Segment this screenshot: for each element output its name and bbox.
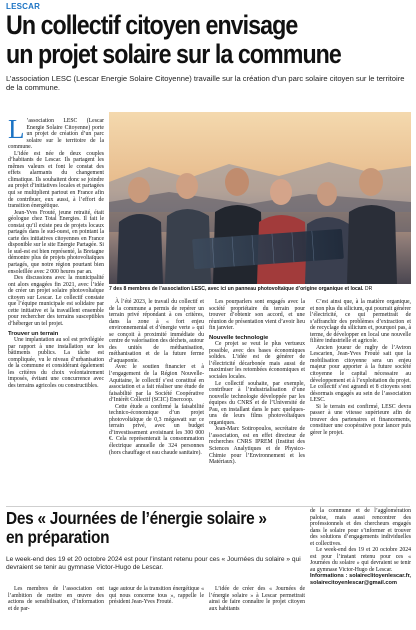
dropcap-letter: L	[8, 114, 25, 144]
headline-line-2: un projet solaire sur la commune	[6, 38, 341, 69]
photo-credit: DR	[364, 286, 373, 292]
lead-paragraph: L’association LESC (Lescar Energie Solaire Citoyenne) travaille sur la création d’un parc solaire citoyen sur le territoire de la commune.	[6, 74, 405, 93]
secondary-column-1	[8, 586, 104, 612]
paragraph: À l’été 2023, le travail du collectif et de la commune a permis de repérer un terrain privé répondant à ces critères, dans la zone à « fort enjeu environnemental et d’énergie verte » qui se conçoit à proximité immédiate du centre de valorisation des déchets, autour des unités de méthanisation, méthanisation et de la future ferme d’aquaponie.	[109, 299, 204, 364]
paragraph: L’idée de créer des « Journées de l’énergie solaire » à Lescar permettrait ainsi de faire connaître le projet citoyen aux habitants	[209, 586, 305, 612]
subheading: Trouver un terrain	[8, 330, 59, 337]
paragraph: de la commune et de l’agglomération paloise, mais aussi rencontrer des professionnels et des chercheurs engagés dans le solaire pour s’informer et trouver des solutions d’engagements individuelles et collectives.	[310, 508, 411, 547]
photo-caption	[109, 286, 411, 292]
paragraph: Le week-end des 19 et 20 octobre 2024 est pour l’instant retenu pour ces « Journées du solaire » qui devraient se tenir au gymnase Victor-Hugo de Lescar.	[310, 547, 411, 573]
paragraph: C’est ainsi que, à la matière organique, et non plus du silicium, qui pourrait générer l’électricité, ce qui permettrait de s’affranchir des problèmes d’extraction et de recyclage du silicium et, pourquoi pas, à terme, de développer en local une nouvelle filière industrielle et agricole.	[310, 299, 411, 345]
section-divider	[6, 506, 410, 507]
paragraph: Jean-Yves Frouté, jeune retraité, était géologue chez Total Energies. Il fait le constat qu’il existe peu de projets locaux partagés dans le sud-ouest, en pointant la carte des initiatives citoyennes en France disponible sur le site Energie Partagée. Si le sud-est est bien représenté, la Bretagne démontre plus de projets photovoltaïques partagés, que notre région pourtant bien ensoleillée avec 2 000 heures par an.	[8, 209, 104, 275]
article-column-2	[109, 299, 204, 456]
secondary-lead: Le week-end des 19 et 20 octobre 2024 est pour l’instant retenu pour ces « Journées du solaire » qui devraient se tenir au gymnase Victor-Hugo de Lescar.	[6, 556, 301, 572]
paragraph: Avec le soutien financier et à l’engagement de la Région Nouvelle-Aquitaine, le collectif s’est constitué en association et a fait réaliser une étude de faisabilité par la Société Coopérative d’Intérêt Collectif (SCIC) Enercoop.	[109, 364, 204, 404]
headline-line-1: Un collectif citoyen envisage	[6, 10, 298, 40]
article-column-3	[209, 299, 305, 466]
paragraph: Les pourparlers sont engagés avec la société propriétaire du terrain pour trouver d’obtenir son accord, et une réunion de présentation vient d’avoir lieu fin janvier.	[209, 299, 305, 332]
paragraph: Ancien joueur de rugby de l’Aviron Lescarien, Jean-Yves Frouté sait que la mobilisation citoyenne sera un enjeu majeur pour apporter à la future société citoyenne le capital nécessaire au développement et à l’exploitation du projet. Le collectif s’est agrandi et 8 citoyens sont désormais engagés au sein de l’association LESC.	[310, 344, 411, 404]
secondary-column-4	[310, 508, 411, 587]
paragraph: Des discussions avec la municipalité ont alors engagées fin 2021, avec l’idée de créer un projet solaire photovoltaïque citoyen sur Lescar. Le collectif constate que l’équipe municipale est solidaire par cette initiative et la travaillent ensemble pour rechercher des terrains susceptibles d’héberger un tel projet.	[8, 275, 104, 327]
paragraph: Jean-Marc Sotiropoulos, secrétaire de l’association, est en effet directeur de recherches CNRS IPREM (Institut des Sciences Analytiques et de Physico-Chimie pour l’Environnement et les Matériaux).	[209, 426, 305, 466]
info-line	[310, 573, 411, 586]
headline	[6, 11, 355, 68]
subheading: Nouvelle technologie	[209, 334, 269, 341]
paragraph: L’idée est née de deux couples d’habitants de Lescar. Ils partagent les mêmes valeurs et font le constat des effets alarmants du changement climatique. Ils souhaitent donc se joindre au projet d’initiatives locales et partagées qui se multiplient partout en France afin de contribuer, eux aussi, à l’effort de transition énergétique.	[8, 150, 104, 210]
paragraph: Ce projet se veut le plus vertueux possible, avec des bases économiques solides. L’idée est de générer de l’électricité décarbonée mais aussi de maximiser les retombées économiques et sociales locales.	[209, 341, 305, 381]
paragraph: L ’association LESC (Lescar Energie Solaire Citoyenne) porte un projet de création d’un parc solaire sur le territoire de la commune.	[8, 114, 104, 151]
paragraph: Les membres de l’association ont l’ambition de mettre en œuvre des actions de sensibilisation, d’information et de par-	[8, 586, 104, 612]
photo-image	[109, 112, 411, 284]
paragraph: tage autour de la transition énergétique « qui nous concerne tous », rappelle le président Jean-Yves Frouté.	[109, 586, 204, 606]
info-label: Informations :	[310, 573, 348, 580]
paragraph: Cette étude a confirmé la faisabilité technico-économique d’un projet photovoltaïque de 0,3 mégawatt sur ce terrain privé, avec un budget d’investissement avoisinant les 300 000 €. Cela représenterait la consommation électrique annuelle de 324 personnes (hors chauffage et eau chaude sanitaire).	[109, 403, 204, 456]
secondary-column-2	[109, 586, 204, 606]
group-photo	[109, 112, 411, 284]
secondary-column-3	[209, 586, 305, 612]
info-contact: solaireclitoyenlescar.fr, solairecitoyenlescar@gmail.com	[310, 573, 411, 587]
section-tag: LESCAR	[6, 2, 41, 11]
paragraph: Le collectif souhaite, par exemple, contribuer à l’industrialisation d’une nouvelle technologie développée par les équipes du CNRS et de l’Université de Pau, en installant dans le parc quelques-uns de leurs films photovoltaïques organiques.	[209, 380, 305, 426]
paragraph: Une implantation au sol est privilégiée par rapport à une installation sur les bâtiments publics. La tâche est compliquée, vu le niveau d’urbanisation de la commune et considérant également les critères du choix volontairement imposés, évitant une concurrence avec des terrains agricoles ou constructibles.	[8, 337, 104, 389]
secondary-headline: Des « Journées de l’énergie solaire » en préparation	[6, 508, 267, 547]
article-column-1	[8, 114, 104, 389]
paragraph: Si le terrain est confirmé, LESC devra passer à une vitesse supérieure afin de trouver des partenaires et financements, constituer une coopérative pour lancer puis gérer le projet.	[310, 403, 411, 436]
caption-text: 7 des 8 membres de l’association LESC, avec ici un panneau photovoltaïque d’origine organique et local.	[109, 286, 364, 292]
article-column-4	[310, 299, 411, 436]
